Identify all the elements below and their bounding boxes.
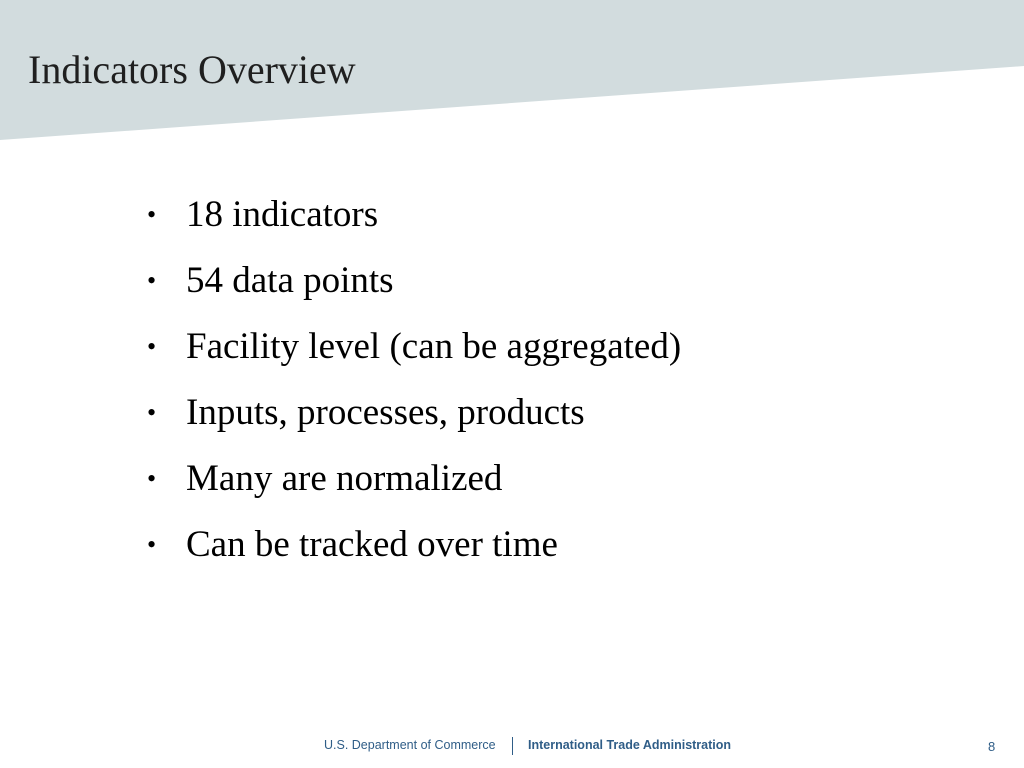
bullet-icon: • bbox=[147, 530, 157, 559]
bullet-icon: • bbox=[147, 266, 157, 295]
bullet-icon: • bbox=[147, 398, 157, 427]
bullet-text: Facility level (can be aggregated) bbox=[186, 326, 682, 367]
bullet-text: Many are normalized bbox=[186, 458, 503, 499]
bullet-icon: • bbox=[147, 200, 157, 229]
footer-divider bbox=[512, 737, 513, 755]
bullet-icon: • bbox=[147, 464, 157, 493]
slide-title: Indicators Overview bbox=[28, 47, 356, 92]
bullet-text: Inputs, processes, products bbox=[186, 392, 585, 433]
bullet-icon: • bbox=[147, 332, 157, 361]
page-number: 8 bbox=[988, 739, 996, 754]
slide-footer bbox=[0, 730, 1024, 766]
bullet-item bbox=[145, 446, 681, 512]
bullet-item bbox=[145, 314, 681, 380]
bullet-text: 18 indicators bbox=[186, 194, 379, 235]
bullet-list bbox=[145, 182, 681, 578]
footer-agency: International Trade Administration bbox=[528, 738, 732, 752]
bullet-text: 54 data points bbox=[186, 260, 394, 301]
bullet-item bbox=[145, 248, 681, 314]
bullet-item bbox=[145, 512, 681, 578]
footer-department: U.S. Department of Commerce bbox=[324, 738, 496, 752]
bullet-text: Can be tracked over time bbox=[186, 524, 558, 565]
bullet-item bbox=[145, 380, 681, 446]
bullet-item bbox=[145, 182, 681, 248]
